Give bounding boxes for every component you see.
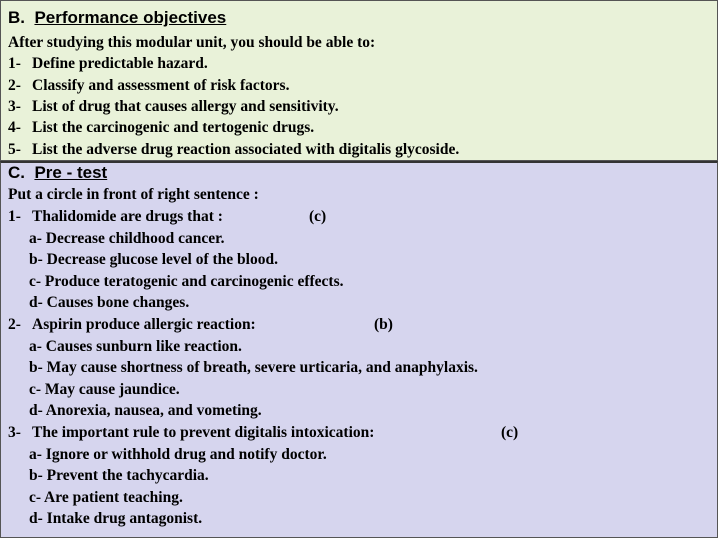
question-option: b- Decrease glucose level of the blood. bbox=[29, 251, 278, 268]
question-option: c- May cause jaundice. bbox=[29, 381, 180, 398]
question-option: d- Anorexia, nausea, and vometing. bbox=[29, 402, 262, 419]
section-c-heading bbox=[8, 163, 107, 183]
question-option: c- Are patient teaching. bbox=[29, 489, 183, 506]
section-b-letter: B. bbox=[8, 8, 25, 27]
question-3: 3- The important rule to prevent digitalis intoxication: bbox=[8, 424, 375, 441]
section-c-title: Pre - test bbox=[34, 163, 108, 182]
section-b-title: Performance objectives bbox=[34, 8, 227, 27]
question-2-answer: (b) bbox=[374, 316, 393, 333]
question-option: a- Causes sunburn like reaction. bbox=[29, 338, 242, 355]
question-2: 2- Aspirin produce allergic reaction: bbox=[8, 316, 256, 333]
question-option: d- Intake drug antagonist. bbox=[29, 510, 203, 527]
question-option: a- Decrease childhood cancer. bbox=[29, 230, 225, 247]
question-option: b- May cause shortness of breath, severe urticaria, and anaphylaxis. bbox=[29, 359, 478, 376]
pre-test-instruction: Put a circle in front of right sentence : bbox=[8, 186, 259, 203]
question-1: 1- Thalidomide are drugs that : bbox=[8, 208, 223, 225]
question-3-answer: (c) bbox=[501, 424, 519, 441]
section-b-intro: After studying this modular unit, you should be able to: bbox=[8, 34, 376, 51]
objective-item: 1- Define predictable hazard. bbox=[8, 55, 208, 72]
objective-item: 5- List the adverse drug reaction associated with digitalis glycoside. bbox=[8, 141, 460, 158]
question-option: d- Causes bone changes. bbox=[29, 294, 190, 311]
question-option: b- Prevent the tachycardia. bbox=[29, 467, 209, 484]
question-option: c- Produce teratogenic and carcinogenic effects. bbox=[29, 273, 344, 290]
objective-item: 3- List of drug that causes allergy and sensitivity. bbox=[8, 98, 339, 115]
objective-item: 2- Classify and assessment of risk factors. bbox=[8, 77, 290, 94]
question-option: a- Ignore or withhold drug and notify doctor. bbox=[29, 446, 327, 463]
question-1-answer: (c) bbox=[309, 208, 327, 225]
objective-item: 4- List the carcinogenic and tertogenic drugs. bbox=[8, 119, 315, 136]
section-b-heading bbox=[8, 8, 226, 28]
section-c-letter: C. bbox=[8, 163, 25, 182]
